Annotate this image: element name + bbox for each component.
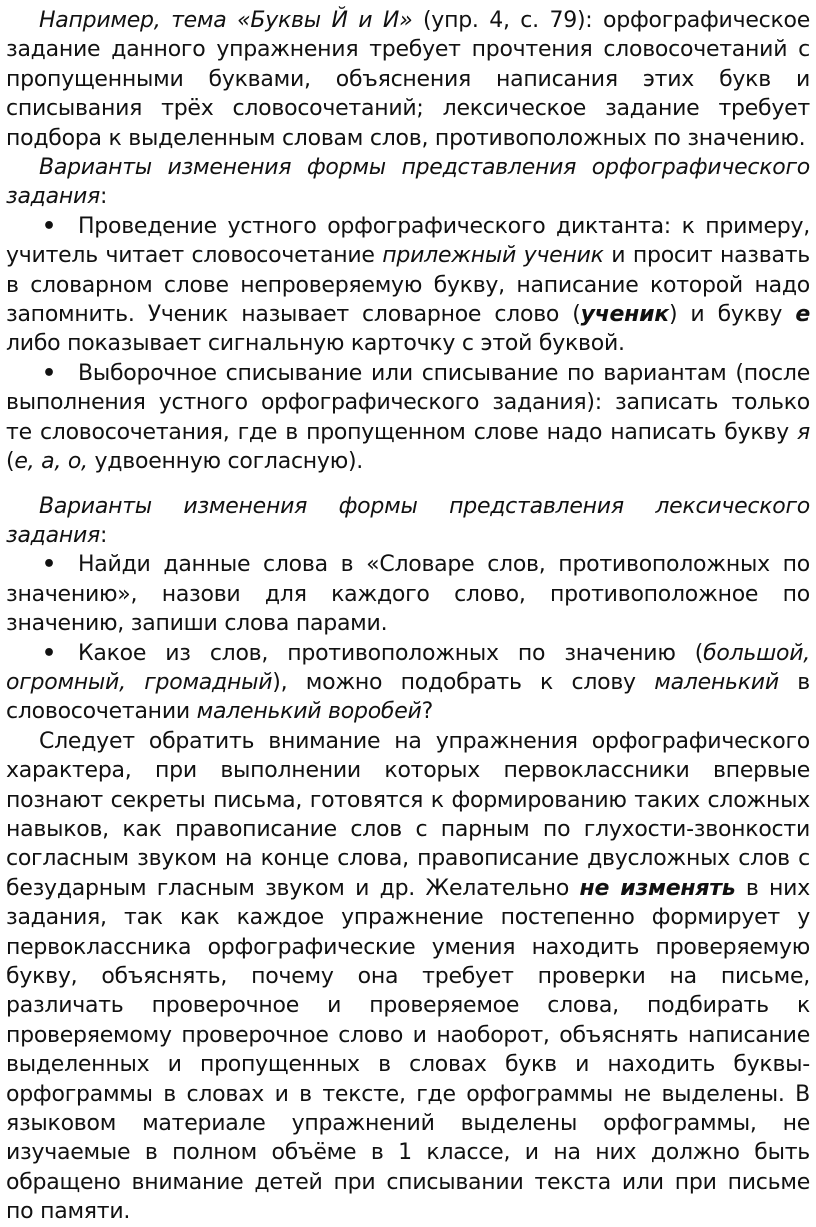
list-item-emphasis: я — [797, 419, 810, 445]
paragraph-text: в них задания, так как каждое упражнение постепенно формирует у первоклассника орфографические умения находить проверяемую букву, объяснять, почему она требует проверки на письме, различать проверочное и проверяемое слова, подбирать к проверяемому проверочное слово и наоборот, объяснять написание выделенных и пропущенных в словах букв и находить буквы-орфограммы в словах и в тексте, где орфограммы не выделены. В языковом материале упражнений выделены орфограммы, не изучаемые в полном объёме в 1 классе, и на них должно быть обращено внимание детей при списывании текста или при письме по памяти. — [6, 875, 811, 1225]
list-item-emphasis: большой, огромный, громадный — [6, 640, 810, 695]
list-item-text: в словосочетании — [6, 669, 810, 725]
list-item-text: либо показывает сигнальную карточку с этой буквой. — [6, 331, 625, 357]
paragraph-text: Следует обратить внимание на упражнения орфографического характера, при выполнении которых первоклассники впервые познают секреты письма, готовятся к формированию таких сложных навыков, как правописание слов с парным по глухости-звонкости согласным звуком на конце слова, правописание двусложных слов с безударным гласным звуком и др. Желательно — [6, 728, 810, 901]
list-item-antonym-choice — [6, 639, 810, 727]
list-item-text: Выборочное списывание или списывание по вариантам (после выполнения устного орфографического задания): записать только те словосочетания, где в пропущенном слове надо написать букву — [6, 360, 810, 445]
list-item-emphasis: маленький — [654, 669, 779, 695]
paragraph-example — [6, 6, 810, 153]
list-item-dictionary — [6, 550, 810, 638]
list-item-text: ) и букву — [668, 302, 796, 328]
list-item-emphasis: маленький воробей — [196, 699, 422, 725]
bullet-icon — [42, 212, 78, 241]
example-text: (упр. 4, с. 79): орфографическое задание данного упражнения требует прочтения словосочетаний с пропущенными буквами, объяснения написания этих букв и списывания трёх словосочетаний; лексическое задание требует подбора к выделенным словам слов, противоположных по значению. — [6, 8, 810, 151]
list-item-text: Найди данные слова в «Словаре слов, противоположных по значению», назови для каждого слово, противоположное по значению, запиши слова парами. — [6, 552, 810, 637]
orthographic-variants-colon: : — [100, 184, 108, 210]
paragraph-strong-emphasis: не изменять — [579, 875, 736, 901]
heading-lexical-variants — [6, 492, 810, 551]
lexical-variants-title: Варианты изменения формы представления лексического задания — [6, 493, 810, 548]
example-lead: Например, тема «Буквы Й и И» — [39, 8, 413, 33]
list-item-text: ? — [421, 699, 433, 725]
bullet-icon — [42, 639, 78, 668]
list-item-dictation — [6, 212, 810, 359]
list-item-text: ), можно подобрать к слову — [272, 669, 655, 695]
list-item-strong-emphasis: ученик — [580, 302, 669, 328]
list-item-strong-emphasis: е — [795, 302, 810, 328]
list-item-emphasis: прилежный ученик — [382, 243, 604, 269]
heading-orthographic-variants — [6, 153, 810, 212]
list-item-text: Какое из слов, противоположных по значению ( — [78, 640, 704, 666]
list-item-text: и просит назвать в словарном слове непроверяемую букву, написание которой надо запомнить. Ученик называет словарное слово ( — [6, 243, 810, 328]
lexical-variants-colon: : — [100, 522, 108, 548]
list-item-text: ( — [6, 449, 15, 475]
bullet-icon — [42, 550, 78, 579]
list-item-emphasis: е, а, о, — [14, 449, 88, 475]
list-item-text: удвоенную согласную). — [87, 449, 364, 475]
list-item-selective-copying — [6, 359, 810, 477]
bullet-icon — [42, 359, 78, 388]
paragraph-orthographic-exercises — [6, 727, 810, 1227]
list-item-text: Проведение устного орфографического диктанта: к примеру, учитель читает словосочетание — [6, 213, 810, 269]
orthographic-variants-title: Варианты изменения формы представления орфографического задания — [6, 155, 810, 210]
